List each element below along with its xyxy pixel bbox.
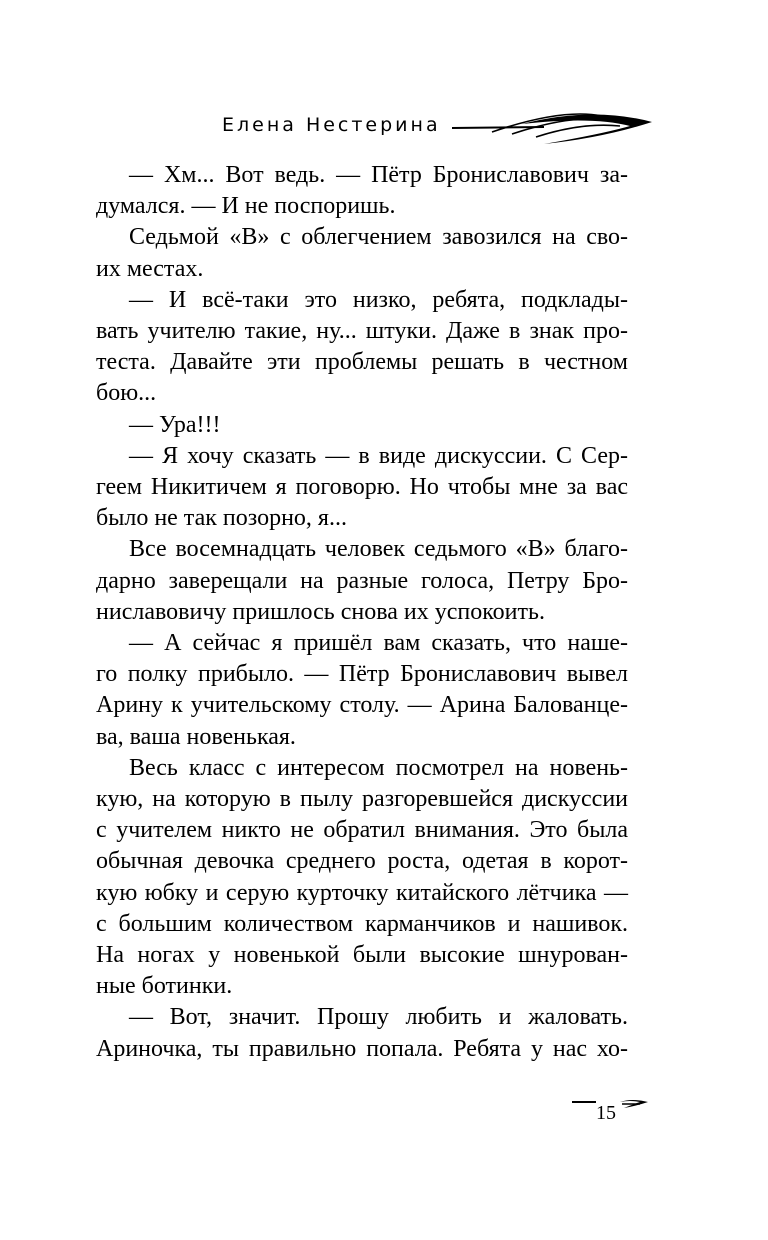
text-line: — Вот, значит. Прошу любить и жаловать. [129, 1004, 628, 1031]
paragraph [96, 753, 628, 1003]
paragraph [96, 222, 628, 284]
paragraph [96, 1002, 628, 1064]
text-line: обычная девочка среднего роста, одетая в корот- [96, 848, 628, 875]
text-line: кую юбку и серую курточку китайского лётчика — [96, 879, 628, 906]
paragraph [96, 534, 628, 628]
text-line: думался. — И не поспоришь. [96, 193, 396, 220]
paragraph [96, 160, 628, 222]
text-line: кую, на которую в пылу разгоревшейся дискуссии [96, 786, 628, 813]
text-line: — А сейчас я пришёл вам сказать, что наше- [129, 630, 628, 657]
text-line: геем Никитичем я поговорю. Но чтобы мне за вас [96, 474, 628, 501]
text-line: Все восемнадцать человек седьмого «В» благо- [129, 536, 628, 563]
text-line: ниславовичу пришлось снова их успокоить. [96, 598, 545, 625]
text-line: — Я хочу сказать — в виде дискуссии. С Сер- [129, 442, 628, 469]
page-folio [560, 1096, 660, 1136]
text-line: было не так позорно, я... [96, 505, 347, 532]
text-line: ные ботинки. [96, 973, 233, 1000]
paragraph [96, 285, 628, 410]
text-line: Весь класс с интересом посмотрел на новень- [129, 754, 628, 781]
text-line: Ариночка, ты правильно попала. Ребята у нас хо- [96, 1035, 628, 1062]
paragraph [96, 410, 628, 441]
text-line: с учителем никто не обратил внимания. Это была [96, 817, 628, 844]
text-line: — Ура!!! [129, 411, 221, 438]
text-line: Арину к учительскому столу. — Арина Балованце- [96, 692, 628, 719]
page-number: 15 [596, 1102, 616, 1124]
text-line: дарно заверещали на разные голоса, Петру Бро- [96, 567, 628, 594]
paragraph [96, 628, 628, 753]
running-head [0, 96, 768, 156]
text-line: бою... [96, 380, 157, 407]
text-line: — И всё-таки это низко, ребята, подклады- [129, 286, 628, 313]
text-line: ва, ваша новенькая. [96, 723, 296, 750]
text-line: их местах. [96, 255, 204, 282]
text-line: с большим количеством карманчиков и нашивок. [96, 910, 628, 937]
text-line: теста. Давайте эти проблемы решать в честном [96, 349, 628, 376]
text-line: го полку прибыло. — Пётр Брониславович вывел [96, 661, 628, 688]
text-line: вать учителю такие, ну... штуки. Даже в знак про- [96, 318, 628, 345]
body-text [96, 160, 628, 1065]
text-line: — Хм... Вот ведь. — Пётр Брониславович за- [129, 162, 628, 188]
paragraph [96, 441, 628, 535]
swoosh-lines-icon [452, 104, 658, 148]
author-name: Елена Нестерина [222, 114, 441, 136]
text-line: На ногах у новенькой были высокие шнурован- [96, 942, 628, 969]
text-line: Седьмой «В» с облегчением завозился на сво- [129, 224, 628, 251]
